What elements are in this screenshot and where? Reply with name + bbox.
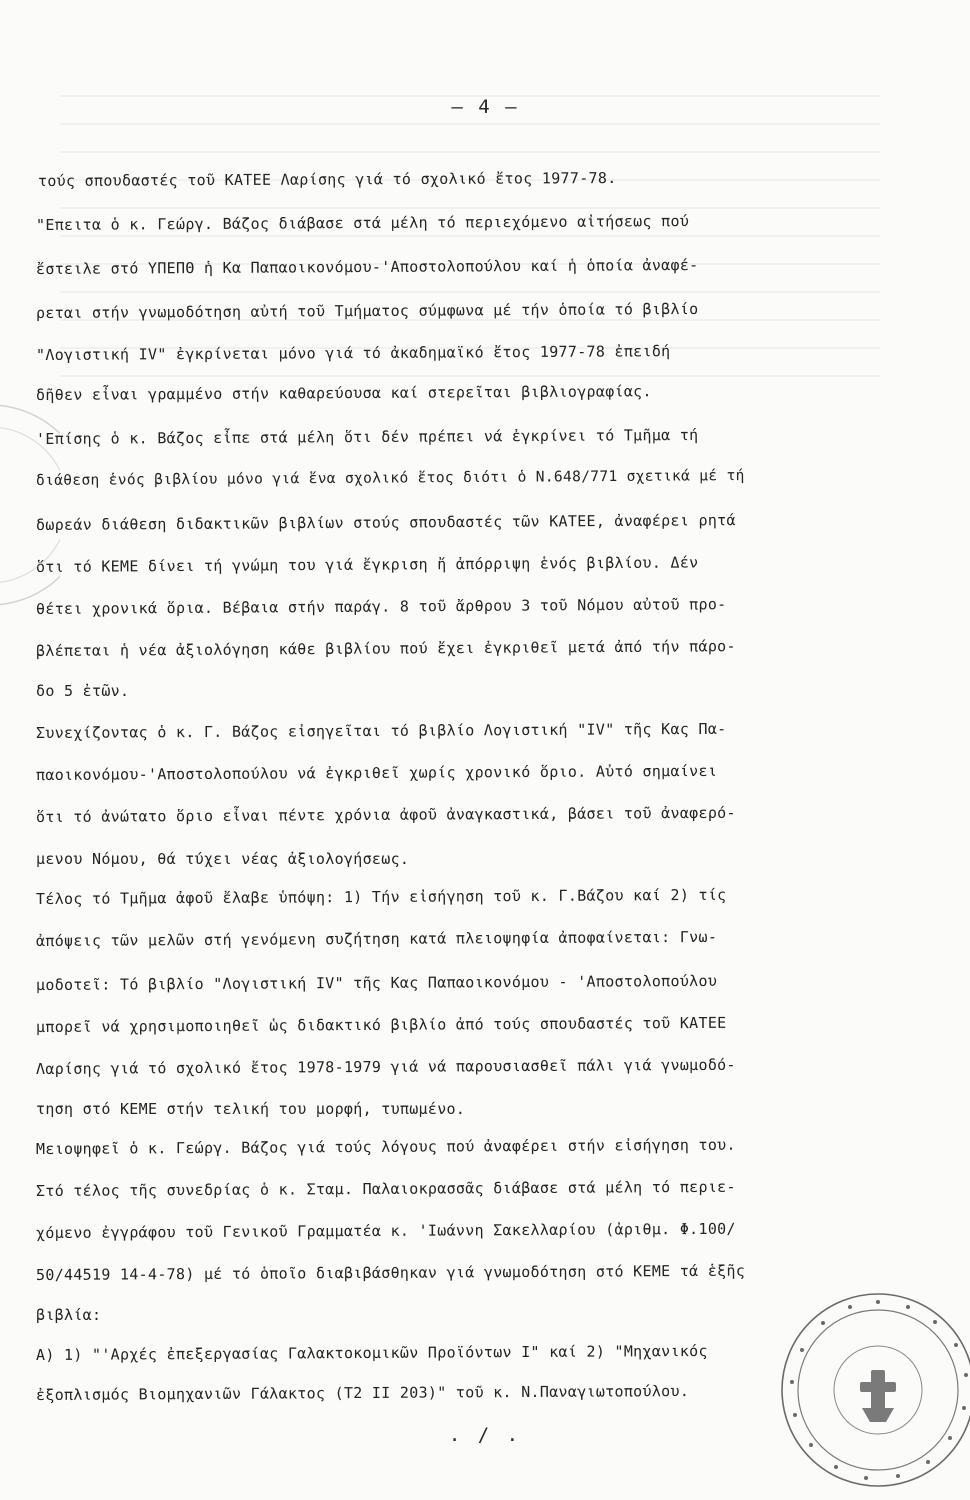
continuation-mark: . / . <box>448 1424 522 1446</box>
text-line: ἀπόψεις τῶν μελῶν στή γενόμενη συζήτηση κατά πλειοψηφία ἀποφαίνεται: Γνω- <box>35 927 718 950</box>
text-line: χόμενο ἐγγράφου τοῦ Γενικοῦ Γραμματέα κ. 'Ιωάννη Σακελλαρίου (ἀριθμ. Φ.100/ <box>35 1219 736 1242</box>
text-line: τούς σπουδαστές τοῦ ΚΑΤΕΕ Λαρίσης γιά τό σχολικό ἔτος 1977-78. <box>37 168 617 190</box>
text-line: παοικονόμου-'Αποστολοπούλου νά ἐγκριθεῖ χωρίς χρονικό ὅριο. Αὐτό σημαίνει <box>35 761 718 784</box>
text-line: τηση στό ΚΕΜΕ στήν τελική του μορφή, τυπωμένο. <box>36 1100 466 1118</box>
text-line: 50/44519 14-4-78) μέ τό ὁποῖο διαβιβάσθηκαν γιά γνωμοδότηση στό ΚΕΜΕ τά ἑξῆς <box>35 1261 746 1284</box>
text-line: θέτει χρονικά ὅρια. Βέβαια στήν παράγ. 8 τοῦ ἄρθρου 3 τοῦ Νόμου αὐτοῦ προ- <box>35 595 727 618</box>
text-line: διάθεση ἑνός βιβλίου μόνο γιά ἕνα σχολικό ἔτος διότι ὁ Ν.648/771 σχετικά μέ τή <box>35 467 745 489</box>
text-line: ἐξοπλισμός Βιομηχανιῶν Γάλακτος (Τ2 ΙΙ 203)" τοῦ κ. Ν.Παναγιωτοπούλου. <box>35 1382 690 1404</box>
text-line: Α) 1) "'Αρχές ἐπεξεργασίας Γαλακτοκομικῶν Προϊόντων Ι" καί 2) "Μηχανικός <box>35 1341 708 1364</box>
text-line: ὅτι τό ἀνώτατο ὅριο εἶναι πέντε χρόνια ἀφοῦ ἀναγκαστικά, βάσει τοῦ ἀναφερό- <box>35 803 736 826</box>
text-line: δωρεάν διάθεση διδακτικῶν βιβλίων στούς σπουδαστές τῶν ΚΑΤΕΕ, ἀναφέρει ρητά <box>35 511 736 534</box>
text-line: μοδοτεῖ: Τό βιβλίο "Λογιστική IV" τῆς Κας Παπαοικονόμου - 'Αποστολοπούλου <box>35 971 718 994</box>
text-line: "Επειτα ὁ κ. Γεώργ. Βάζος διάβασε στά μέλη τό περιεχόμενο αἰτήσεως πού <box>35 212 690 234</box>
faint-seal-bleed <box>0 380 60 630</box>
official-seal-stamp <box>778 1290 970 1490</box>
text-line: δῆθεν εἶναι γραμμένο στήν καθαρεύουσα καί στερεῖται βιβλιογραφίας. <box>35 382 652 404</box>
text-line: Συνεχίζοντας ὁ κ. Γ. Βάζος εἰσηγεῖται τό βιβλίο Λογιστική "IV" τῆς Κας Πα- <box>35 719 727 742</box>
text-line: ρεται στήν γνωμοδότηση αὐτή τοῦ Τμήματος σύμφωνα μέ τήν ὁποία τό βιβλίο <box>35 299 699 322</box>
text-line: Λαρίσης γιά τό σχολικό ἔτος 1978-1979 γιά νά παρουσιασθεῖ πάλι γιά γνωμοδό- <box>35 1055 736 1078</box>
text-line: Μειοψηφεῖ ὁ κ. Γεώργ. Βάζος γιά τούς λόγους πού ἀναφέρει στήν εἰσήγηση του. <box>35 1135 736 1158</box>
text-line: βλέπεται ἡ νέα ἀξιολόγηση κάθε βιβλίου πού ἔχει ἐγκριθεῖ μετά ἀπό τήν πάρο- <box>35 637 736 660</box>
page-number: – 4 – <box>451 96 519 118</box>
text-line: Στό τέλος τῆς συνεδρίας ὁ κ. Σταμ. Παλαιοκρασσᾶς διάβασε στά μέλη τό περιε- <box>35 1177 736 1200</box>
text-line: βιβλία: <box>36 1306 102 1324</box>
text-line: ἔστειλε στό ΥΠΕΠΘ ἡ Κα Παπαοικονόμου-'Αποστολοπούλου καί ἡ ὁποία ἀναφέ- <box>35 255 699 278</box>
text-line: μενου Νόμου, θά τύχει νέας ἀξιολογήσεως. <box>36 850 410 868</box>
text-line: ὅτι τό ΚΕΜΕ δίνει τή γνώμη του γιά ἔγκριση ἤ ἀπόρριψη ἑνός βιβλίου. Δέν <box>35 553 699 576</box>
text-line: δο 5 ἐτῶν. <box>36 682 130 700</box>
text-line: 'Επίσης ὁ κ. Βάζος εἶπε στά μέλη ὅτι δέν πρέπει νά ἐγκρίνει τό Τμῆμα τή <box>35 425 699 448</box>
text-line: Τέλος τό Τμῆμα ἀφοῦ ἔλαβε ὑπόψη: 1) Τήν εἰσήγηση τοῦ κ. Γ.Βάζου καί 2) τίς <box>35 885 727 908</box>
text-line: "Λογιστική IV" ἐγκρίνεται μόνο γιά τό ἀκαδημαϊκό ἔτος 1977-78 ἐπειδή <box>35 342 671 364</box>
text-line: μπορεῖ νά χρησιμοποιηθεῖ ὡς διδακτικό βιβλίο ἀπό τούς σπουδαστές τοῦ ΚΑΤΕΕ <box>35 1013 727 1036</box>
